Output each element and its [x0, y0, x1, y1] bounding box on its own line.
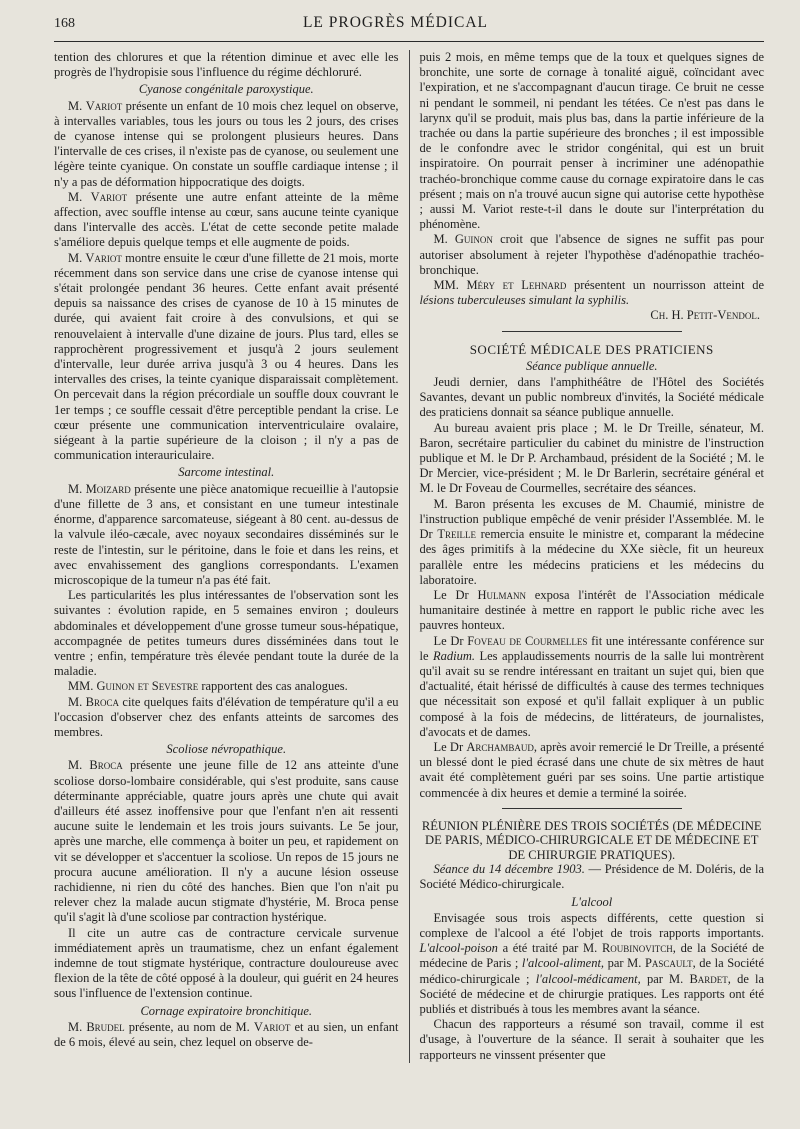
seance-line: [420, 862, 765, 892]
paragraph-text: exposa l'intérêt de l'Association médicale humanitaire destinée à mettre en rapport le public riche avec les pauvres honteux.: [419, 587, 764, 633]
paragraph-text: après avoir remercié le Dr Treille, a présenté un blessé dont le pied écrasé dans une chute de six mètres de haut avait été complètement guéri par ses soins. Une partie artistique commencée à dix heures et demie a terminé la soirée.: [419, 739, 764, 800]
author-name: Archambaud: [466, 739, 534, 754]
paragraph: M. Guinon croit que l'absence de signes ne suffit pas pour autoriser absolument à rejeter l'hypothèse d'adénopathie trachéo-bronchique.: [419, 232, 764, 277]
subheading-seance: Séance publique annuelle.: [525, 358, 658, 373]
seance-presidence: — Présidence de M. Doléris, de la Société Médico-chirurgicale.: [419, 862, 765, 892]
paragraph: Le Dr Archambaud, après avoir remercié le Dr Treille, a présenté un blessé dont le pied écrasé dans une chute de six mètres de haut avait été complètement guéri par ses soins. Une partie artistique commencée à dix heures et demie a terminé la soirée.: [419, 739, 764, 800]
section-title-reunion: RÉUNION PLÉNIÈRE DES TROIS SOCIÉTÉS (DE MÉDECINE DE PARIS, MÉDICO-CHIRURGICALE ET DE MÉDECINE ET DE CHIRURGIE PRATIQUES).: [421, 818, 762, 862]
paragraph: Chacun des rapporteurs a résumé son travail, comme il est d'usage, à l'ouverture de la séance. Il serait à souhaiter que les rapporteurs ne vinssent présenter que: [419, 1017, 764, 1062]
paragraph: M. Variot présente une autre enfant atteinte de la même affection, avec souffle intense au cœur, sans aucune teinte cyanique dans l'intervalle des accès. L'état de cette seconde petite malade s'améliore depuis quelque temps et elle augmente de poids.: [54, 189, 399, 250]
author-name: Broca: [85, 694, 119, 709]
paragraph-text: Le Dr: [433, 739, 464, 754]
paragraph-text: présente une autre enfant atteinte de la même affection, avec souffle intense au cœur, sans aucune teinte cyanique dans l'intervalle des accès. L'état de cette seconde petite malade s'améliore depuis quelque temps et elle augmente de poids.: [54, 189, 399, 250]
italic-text: Radium.: [432, 648, 475, 663]
paragraph: [54, 679, 399, 694]
paragraph-text: présente, au nom de M.: [128, 1019, 250, 1034]
paragraph: M. Brudel présente, au nom de M. Variot et au sien, un enfant de 6 mois, élevé au sein, chez lequel on observe de-: [54, 1019, 399, 1049]
paragraph-text: croit que l'absence de signes ne suffit pas pour autoriser absolument à rejeter l'hypothèse d'adénopathie trachéo-bronchique.: [419, 232, 764, 277]
subheading-cornage: Cornage expiratoire bronchitique.: [140, 1003, 313, 1018]
paragraph: M. Broca présente une jeune fille de 12 ans atteinte d'une scoliose dorso-lombaire considérable, qui s'est produite, sans cause déterminante appréciable, quatre jours après une chute qui avait d'ailleurs été assez inoffensive pour que l'enfant n'en ait ressenti aucune suite le lendemain et les trois jours suivants. Le 5e jour, après une marche, elle commença à boiter un peu, et rapidement on vit se développer et s'accentuer la scoliose. Un repos de 15 jours ne procura aucune amélioration. Il n'y a aucune lésion osseuse rachidienne, ni rien du côté des hanches. Bien que l'on n'ait pu relever chez la malade aucun stigmate d'hystérie, M. Broca pense qu'il s'agit là d'une scoliose par contraction hystérique.: [54, 758, 399, 925]
author-name: Guinon: [454, 232, 493, 247]
paragraph: Jeudi dernier, dans l'amphithéâtre de l'Hôtel des Sociétés Savantes, devant un public nombreux d'invités, la Société médicale des praticiens donnait sa séance publique annuelle.: [419, 375, 764, 420]
signature: [420, 308, 765, 323]
paragraph-text: cite quelques faits d'élévation de température qu'il a eu l'occasion d'observer chez des enfants atteints de sarcomes des membres.: [54, 694, 399, 739]
paragraph: M. Variot montre ensuite le cœur d'une fillette de 21 mois, morte récemment dans son service dans une crise de cyanose intense qui s'était prolongée pendant 36 heures. Cette enfant avait présenté depuis sa naissance des crises de cyanose de 10 à 15 minutes de durée, qui avaient fait croire à des convulsions, et qui se renouvelaient à intervalle d'une dizaine de jours. Plus tard, elles se rapprochèrent progressivement et jusqu'à 2 jours seulement d'intervalle, leur durée arriva jusqu'à 3 ou 4 heures. Dans les intervalles des crises, la teinte cyanique disparaissait complètement. On percevait dans la région précordiale un souffle doux couvrant le 1er temps ; ce souffle cessait d'être perceptible pendant la crise. Le cœur présente une communication interventriculaire ovalaire, siégeant à la partie supérieure de la cloison ; il n'y a pas de communication interauriculaire.: [54, 250, 399, 463]
author-name: Bardet,: [689, 971, 731, 986]
italic-text: lésions tuberculeuses simulant la syphilis.: [419, 293, 630, 308]
author-name: Broca: [89, 758, 123, 773]
subheading-alcool: L'alcool: [571, 894, 613, 909]
paragraph-text: Le Dr: [433, 633, 464, 648]
subheading-cyanose: Cyanose congénitale paroxystique.: [138, 82, 314, 97]
paragraph: puis 2 mois, en même temps que de la toux et quelques signes de bronchite, une sorte de cornage à tonalité aiguë, coïncidant avec l'expiration, et ne s'accompagnant d'aucun tirage. Ce bruit ne cesse ni pendant le sommeil, ni pendant les tétées. Ce n'est pas dans le larynx qu'il se produit, mais plus bas, dans la partie inférieure de la trachée ou dans la partie supérieure des bronches ; il est impossible de le confondre avec le stridor congénital, qui est un bruit inspiratoire. On pourrait penser à incriminer une adénopathie trachéo-bronchique comme cause du cornage expiratoire dans le cas présent ; mais on n'a trouvé aucun signe qui autorise cette hypothèse ; aussi M. Variot reste-t-il dans le doute sur l'interprétation du phénomène.: [419, 50, 764, 232]
page-number: 168: [54, 16, 75, 31]
paragraph: Les particularités les plus intéressantes de l'observation sont les suivantes : évolution rapide, en 5 semaines environ ; douleurs abdominales et développement d'une grosse tumeur sous-hépatique, accompagnée de petites tumeurs dures disséminées dans tout le ventre ; enfin, température très élevée pendant toute la durée de la maladie.: [54, 588, 399, 679]
paragraph-text: par M.: [607, 956, 642, 971]
subheading-scoliose: Scoliose névropathique.: [166, 742, 287, 757]
author-names: MM. Guinon et Sevestre: [68, 679, 199, 694]
paragraph-text: rapportent des cas analogues.: [201, 679, 348, 694]
author-name: Hulmann: [477, 587, 526, 602]
paragraph-text: présentent un nourrisson atteint de: [573, 278, 765, 293]
author-name: Foveau de Courmelles: [467, 633, 588, 648]
author-name: Pascault,: [644, 956, 696, 971]
paragraph-text: de la Société de médecine de Paris ;: [419, 941, 765, 971]
author-name: Variot: [90, 189, 128, 204]
subheading-sarcome: Sarcome intestinal.: [178, 465, 275, 480]
paragraph-text: remercia ensuite le ministre et, comparant la médecine des âges primitifs à la médecine du XXe siècle, fit un heureux parallèle entre les médecins praticiens et les médecins du laboratoire.: [419, 527, 765, 587]
left-column: [54, 50, 410, 1063]
paragraph-text: présente un enfant de 10 mois chez lequel on observe, à intervalles variables, tous les jours ou tous les 2 jours, des crises de cyanose intense qui se prolongent plusieurs heures. Dans l'intervalle de ces crises, il n'existe pas de cyanose, ou seulement une légère teinte cyanique. On constate un souffle cardiaque intense ; il n'y a pas de déformation hippocratique des doigts.: [54, 98, 399, 189]
paragraph: [420, 497, 765, 588]
paragraph: M. Moizard présente une pièce anatomique recueillie à l'autopsie d'une fillette de 3 ans, et consistant en une tumeur intestinale énorme, d'apparence sarcomateuse, siégeant à 80 cent. au-dessus de la valvule iléo-cæcale, avec noyaux secondaires disséminés sur le reste de l'intestin, sur le péritoine, dans le foie et dans les reins, et avec envahissement des ganglions correspondants. L'examen microscopique de la tumeur n'a pas été fait.: [54, 481, 399, 587]
paragraph-text: de la Société médico-chirurgicale ;: [419, 956, 765, 986]
italic-text: l'alcool-médicament,: [535, 971, 641, 986]
paragraph-text: présente une pièce anatomique recueillie à l'autopsie d'une fillette de 3 ans, et consistant en une tumeur intestinale énorme, d'apparence sarcomateuse, siégeant à 80 cent. au-dessus de la valvule iléo-cæcale, avec noyaux secondaires disséminés sur le reste de l'intestin, sur le péritoine, dans le foie et dans les reins, et avec envahissement des ganglions correspondants. L'examen microscopique de la tumeur n'a pas été fait.: [54, 481, 399, 587]
seance-date: Séance du 14 décembre 1903.: [433, 862, 585, 877]
author-name: Roubinovitch,: [601, 941, 676, 956]
author-name: Variot: [253, 1019, 291, 1034]
author-names: MM. Méry et Lehnard: [433, 278, 567, 293]
paragraph-text: Les applaudissements nourris de la salle lui montrèrent qu'il avait su se rendre intéressant en traitant un sujet qui, bien que d'actualité, était hérissé de difficultés à cause des termes techniques que nécessitait son exposé et qu'il fallait expliquer à un public composé à la fois de médecins, de littérateurs, de journalistes, d'avocats et de dames.: [419, 648, 765, 739]
author-name: Variot: [85, 250, 122, 265]
right-column: [410, 50, 765, 1063]
paragraph-text: de la Société de médecine et de chirurgie pratiques. Les rapports ont été publiés et distribués à tous les membres avant la séance.: [419, 971, 765, 1017]
paragraph: Au bureau avaient pris place ; M. le Dr Treille, sénateur, M. Baron, secrétaire particulier du cabinet du ministre de l'instruction publique et M. le Dr P. Archambaud, président de la Société ; M. le Dr Mercier, vice-président ; M. le Dr Barlerin, secrétaire général et M. le Dr Foveau de Courmelles, secrétaire des séances.: [419, 420, 764, 496]
author-name: Moizard: [85, 481, 131, 496]
paragraph: [420, 911, 765, 1017]
page-header: [54, 14, 764, 42]
paragraph: [420, 634, 765, 740]
paragraph-text: présente une jeune fille de 12 ans atteinte d'une scoliose dorso-lombaire considérable, qui s'est produite, sans cause déterminante appréciable, quatre jours après une chute qui avait d'ailleurs été assez inoffensive pour que l'enfant n'en ait ressenti aucune suite le lendemain et les trois jours suivants. Le 5e jour, après une marche, elle commença à boiter un peu, et rapidement on vit se développer et s'accentuer la scoliose. Un repos de 15 jours ne procura aucune amélioration. Il n'y a aucune lésion osseuse rachidienne, ni rien du côté des hanches. Bien que l'on n'ait pu relever chez la malade aucun stigmate d'hystérie, M. Broca pense qu'il s'agit là d'une scoliose par contraction hystérique.: [54, 758, 399, 925]
paragraph: [420, 278, 765, 308]
paragraph-text: a été traité par M.: [502, 941, 598, 956]
italic-text: l'alcool-aliment,: [521, 956, 605, 971]
signature-text: Ch. H. Petit-Vendol.: [650, 308, 760, 323]
paragraph-text: et au sien, un enfant de 6 mois, élevé au sein, chez lequel on observe de-: [54, 1019, 399, 1049]
paragraph: tention des chlorures et que la rétention diminue et avec elle les progrès de l'hydropisie sous l'influence du régime déchloruré.: [54, 50, 399, 80]
author-name: Brudel: [86, 1019, 125, 1034]
paragraph-text: M. Baron présenta les excuses de M. Chaumié, ministre de l'instruction publique empêché de venir présider l'Assemblée. M. le Dr: [419, 496, 764, 542]
paragraph: M. Broca cite quelques faits d'élévation de température qu'il a eu l'occasion d'observer chez des enfants atteints de sarcomes des membres.: [54, 694, 399, 739]
paragraph: M. Variot présente un enfant de 10 mois chez lequel on observe, à intervalles variables, tous les jours ou tous les 2 jours, des crises de cyanose intense qui se prolongent plusieurs heures. Dans l'intervalle de ces crises, il n'existe pas de cyanose, ou seulement une légère teinte cyanique. On constate un souffle cardiaque intense ; il n'y a pas de déformation hippocratique des doigts.: [54, 98, 399, 189]
section-divider: [502, 331, 682, 332]
paragraph-text: fit une intéressante conférence sur le: [419, 633, 765, 663]
paragraph-text: montre ensuite le cœur d'une fillette de 21 mois, morte récemment dans son service dans une crise de cyanose intense qui s'était prolongée pendant 36 heures. Cette enfant avait présenté depuis sa naissance des crises de cyanose de 10 à 15 minutes de durée, qui avaient fait croire à des convulsions, et qui se renouvelaient à intervalle d'une dizaine de jours. Plus tard, elles se rapprochèrent progressivement et jusqu'à 2 jours seulement d'intervalle, leur durée arriva jusqu'à 3 ou 4 heures. Dans les intervalles des crises, la teinte cyanique disparaissait complètement. On percevait dans la région précordiale un souffle doux couvrant le 1er temps ; ce souffle cessait d'être perceptible pendant la crise. Le cœur présente une communication interventriculaire ovalaire, siégeant à la partie supérieure de la cloison ; il n'y a pas de communication interauriculaire.: [54, 250, 399, 463]
paragraph-text: Le Dr: [433, 587, 469, 602]
section-divider: [502, 808, 682, 809]
paragraph: [420, 588, 765, 634]
italic-text: L'alcool-poison: [419, 941, 498, 956]
paragraph-text: Envisagée sous trois aspects différents, cette question si complexe de l'alcool a été l'objet de trois rapports importants.: [419, 910, 764, 941]
paragraph: Il cite un autre cas de contracture cervicale survenue immédiatement après un traumatisme, chez un enfant également indemne de tout stigmate hystérique, contracture douloureuse avec flexion de la tête de côté opposé à la douleur, qui guérit en 24 heures sous l'influence de l'extension continue.: [54, 925, 399, 1001]
section-title-praticiens: SOCIÉTÉ MÉDICALE DES PRATICIENS: [469, 341, 714, 357]
author-name: Treille: [437, 527, 476, 542]
author-name: Variot: [85, 98, 123, 113]
paragraph-text: par M.: [646, 971, 684, 986]
text-columns: [54, 50, 764, 1063]
journal-title: LE PROGRÈS MÉDICAL: [302, 14, 489, 31]
